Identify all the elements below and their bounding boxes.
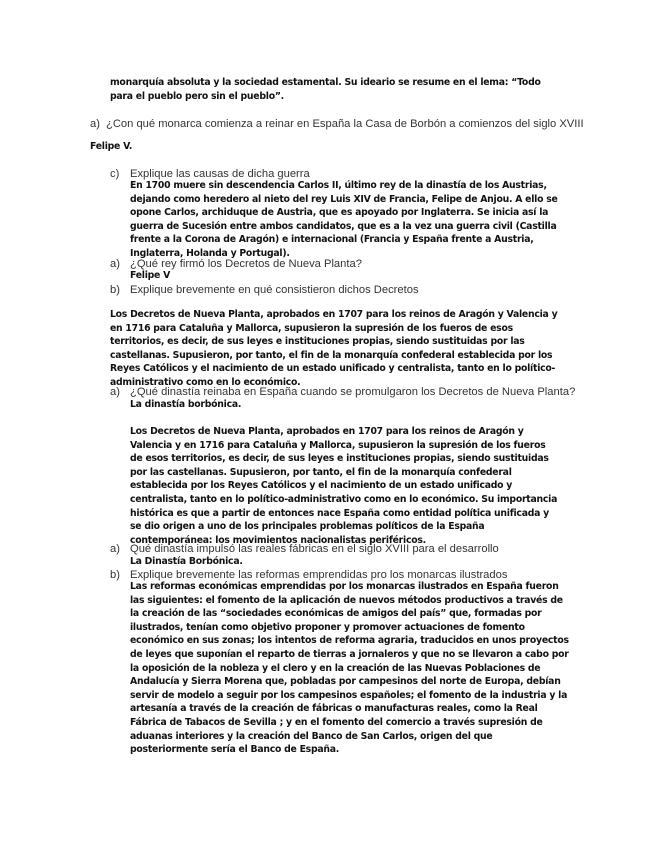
q5-question: ¿Qué dinastía reinaba en España cuando se promulgaron los Decretos de Nueva Planta? — [130, 386, 576, 398]
q1-marker: a) — [90, 118, 100, 130]
a4-answer: Los Decretos de Nueva Planta, aprobados en 1707 para los reinos de Aragón y Valencia y en 1716 para Cataluña y Mallorca, supusieron la supresión de los fueros de esos territorios, es decir, de sus leyes e instituciones propias, siendo sustituidas por las castellanas. Supusieron, por tanto, el fin de la monarquía confederal establecida por los Reyes Católicos y el nacimiento de un estado unificado y centralista, tanto en lo político-administrativo como en lo económico. — [110, 309, 558, 388]
a3-answer: Felipe V — [130, 270, 171, 281]
a7-answer: La Dinastía Borbónica. — [130, 556, 243, 567]
q4-question: Explique brevemente en qué consistieron dichos Decretos — [130, 284, 419, 296]
q5-marker: a) — [110, 386, 120, 398]
q1-question: ¿Con qué monarca comienza a reinar en España la Casa de Borbón a comienzos del siglo XVIII — [106, 118, 584, 130]
q4-marker: b) — [110, 284, 120, 296]
a2-answer: En 1700 muere sin descendencia Carlos II, último rey de la dinastía de los Austrias, dejando como heredero al nieto del rey Luis XIV de Francia, Felipe de Anjou. A ello se opone Carlos, archiduque de Austria, que es apoyado por Inglaterra. Se inicia así la guerra de Sucesión entre ambos candidatos, que es a la vez una guerra civil (Castilla frente a la Corona de Aragón) e internacional (Francia y España frente a Austria, Inglaterra, Holanda y Portugal). — [130, 180, 558, 259]
q7-marker: a) — [110, 543, 120, 555]
a8-answer: Las reformas económicas emprendidas por los monarcas ilustrados en España fueron las siguientes: el fomento de la aplicación de nuevos métodos productivos a través de la creación de las “sociedades económicas de amigos del país” que, formadas por ilustrados, tenían como objetivo proponer y promover actuaciones de fomento económico en sus zonas; los intentos de reforma agraria, traducidos en unos proyectos de leyes que suponían el reparto de tierras a jornaleros y que no se llevaron a cabo por la oposición de la nobleza y el clero y en la creación de las Nuevas Poblaciones de Andalucía y Sierra Morena que, pobladas por campesinos del norte de Europa, debían servir de modelo a seguir por los campesinos españoles; el fomento de la industria y la artesanía a través de la creación de fábricas o manufacturas reales, como la Real Fábrica de Tabacos de Sevilla ; y en el fomento del comercio a través supresión de aduanas interiores y la creación del Banco de San Carlos, origen del que posteriormente sería el Banco de España. — [130, 581, 569, 756]
q8-question: Explique brevemente las reformas emprendidas pro los monarcas ilustrados — [130, 569, 508, 581]
a1-answer: Felipe V. — [90, 141, 133, 152]
q7-question: Qué dinastía impulsó las reales fábricas en el siglo XVIII para el desarrollo — [130, 543, 499, 555]
q3-question: ¿Qué rey firmó los Decretos de Nueva Planta? — [130, 258, 362, 270]
q3-marker: a) — [110, 258, 120, 270]
a6-answer: Los Decretos de Nueva Planta, aprobados en 1707 para los reinos de Aragón y Valencia y en 1716 para Cataluña y Mallorca, supusieron la supresión de los fueros de esos territorios, es decir, de sus leyes e instituciones propias, siendo sustituidas por las castellanas. Supusieron, por tanto, el fin de la monarquía confederal establecida por los Reyes Católicos y el nacimiento de un estado unificado y centralista, tanto en lo político-administrativo como en lo económico. Su importancia histórica es que a partir de entonces nace España como entidad política unificada y se dio origen a uno de los principales problemas políticos de la España contemporánea: los movimientos nacionalistas periféricos. — [130, 426, 558, 546]
q2-marker: c) — [110, 168, 120, 180]
q2-question: Explique las causas de dicha guerra — [130, 168, 310, 180]
a5-answer: La dinastía borbónica. — [130, 399, 242, 410]
intro-answer: monarquía absoluta y la sociedad estamental. Su ideario se resume en el lema: “Todo para el pueblo pero sin el pueblo”. — [110, 77, 541, 102]
q8-marker: b) — [110, 569, 120, 581]
